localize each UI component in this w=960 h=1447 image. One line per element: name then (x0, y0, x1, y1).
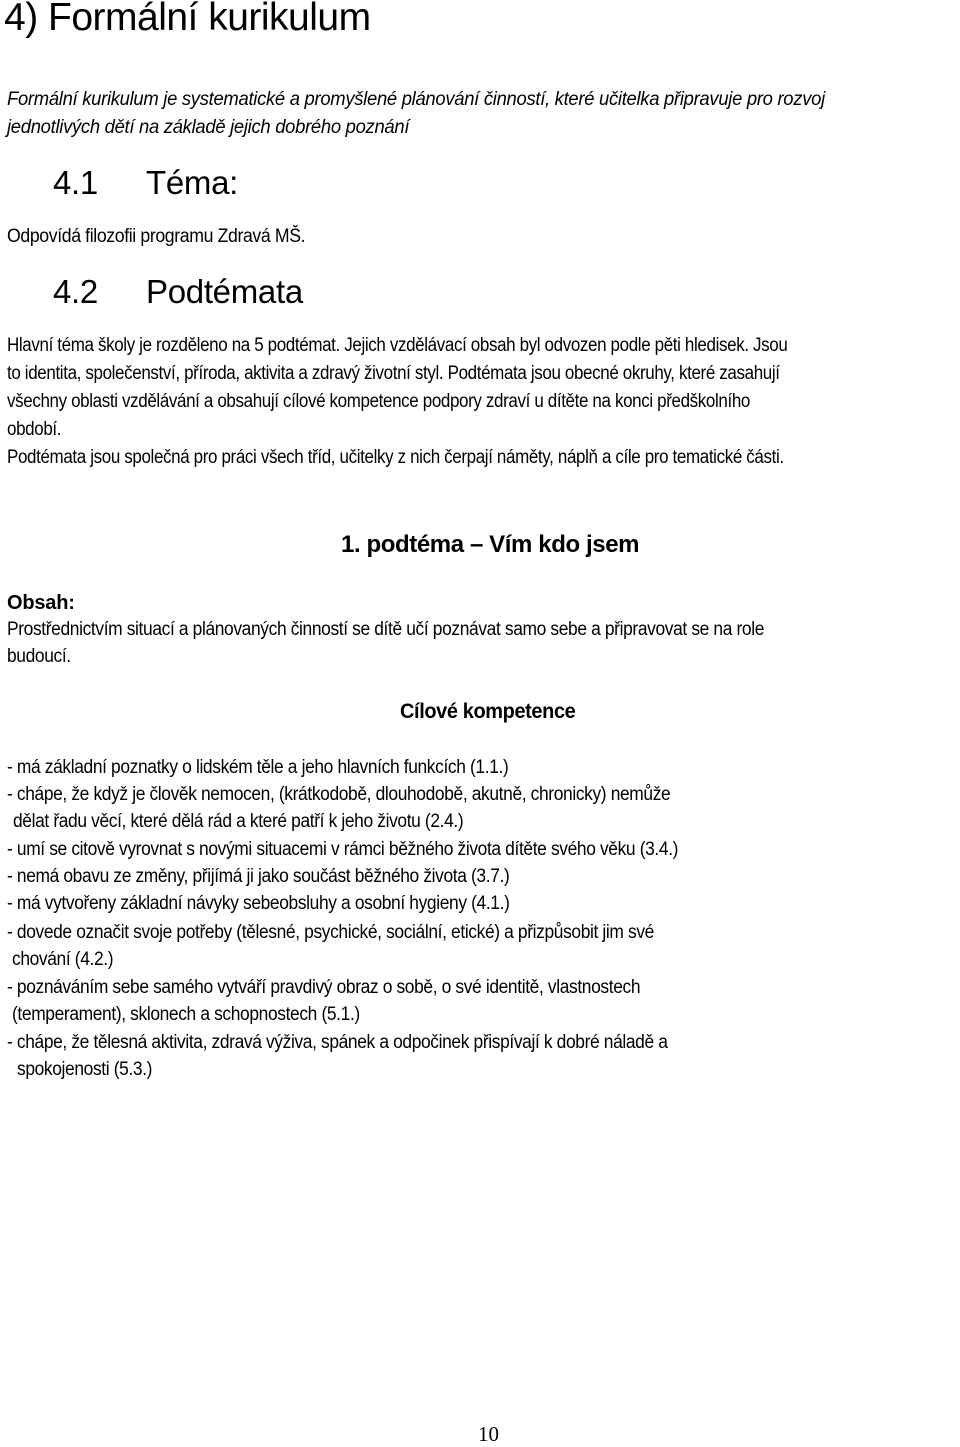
section-title: Podtémata (146, 273, 303, 310)
competence-item: - nemá obavu ze změny, přijímá ji jako součást běžného života (3.7.) (7, 866, 510, 887)
section-number: 4.2 (53, 273, 98, 310)
subtopic-title: 1. podtéma – Vím kdo jsem (341, 531, 640, 558)
content-line-1: Prostřednictvím situací a plánovaných činností se dítě učí poznávat samo sebe a připravovat se na role (7, 619, 765, 640)
podtemata-line-1: Hlavní téma školy je rozděleno na 5 podtémat. Jejich vzdělávací obsah byl odvozen podle pěti hledisek. Jsou (7, 335, 788, 356)
competence-item: - má základní poznatky o lidském těle a jeho hlavních funkcích (1.1.) (7, 757, 509, 778)
podtemata-line-4: období. (7, 419, 62, 440)
competence-item: - chápe, že tělesná aktivita, zdravá výživa, spánek a odpočinek přispívají k dobré náladě a (7, 1032, 668, 1053)
competence-item-continuation: dělat řadu věcí, které dělá rád a které patří k jeho životu (2.4.) (13, 811, 464, 832)
section-podtemata-heading (53, 272, 453, 312)
competence-item: - umí se citově vyrovnat s novými situacemi v rámci běžného života dítěte svého věku (3.4.) (7, 839, 679, 860)
competence-item: - má vytvořeny základní návyky sebeobsluhy a osobní hygieny (4.1.) (7, 893, 510, 914)
section-tema-heading (53, 163, 453, 203)
section-tema-text: Odpovídá filozofii programu Zdravá MŠ. (7, 226, 306, 247)
section-number: 4.1 (53, 164, 98, 201)
page-number: 10 (478, 1422, 499, 1446)
competence-item-continuation: (temperament), sklonech a schopnostech (5.1.) (12, 1004, 360, 1025)
competence-item-continuation: spokojenosti (5.3.) (17, 1059, 153, 1080)
competence-item: - chápe, že když je člověk nemocen, (krátkodobě, dlouhodobě, akutně, chronicky) nemůže (7, 784, 671, 805)
content-line-2: budoucí. (7, 646, 71, 667)
page-heading: 4) Formální kurikulum (4, 0, 371, 39)
content-label: Obsah: (7, 592, 75, 614)
competence-heading: Cílové kompetence (400, 700, 576, 723)
competence-item: - poznáváním sebe samého vytváří pravdivý obraz o sobě, o své identitě, vlastnostech (7, 977, 641, 998)
competence-item: - dovede označit svoje potřeby (tělesné, psychické, sociální, etické) a přizpůsobit jim své (7, 922, 654, 943)
podtemata-line-2: to identita, společenství, příroda, aktivita a zdravý životní styl. Podtémata jsou obecné okruhy, které zasahují (7, 363, 780, 384)
podtemata-line-3: všechny oblasti vzdělávání a obsahují cílové kompetence podpory zdraví u dítěte na konci předškolního (7, 391, 750, 412)
competence-item-continuation: chování (4.2.) (12, 949, 114, 970)
section-title: Téma: (146, 164, 239, 201)
podtemata-line-5: Podtémata jsou společná pro práci všech tříd, učitelky z nich čerpají náměty, náplň a cíle pro tematické části. (7, 447, 784, 468)
intro-line-2: jednotlivých dětí na základě jejich dobrého poznání (7, 117, 410, 138)
intro-line-1: Formální kurikulum je systematické a promyšlené plánování činností, které učitelka připravuje pro rozvoj (7, 89, 825, 110)
